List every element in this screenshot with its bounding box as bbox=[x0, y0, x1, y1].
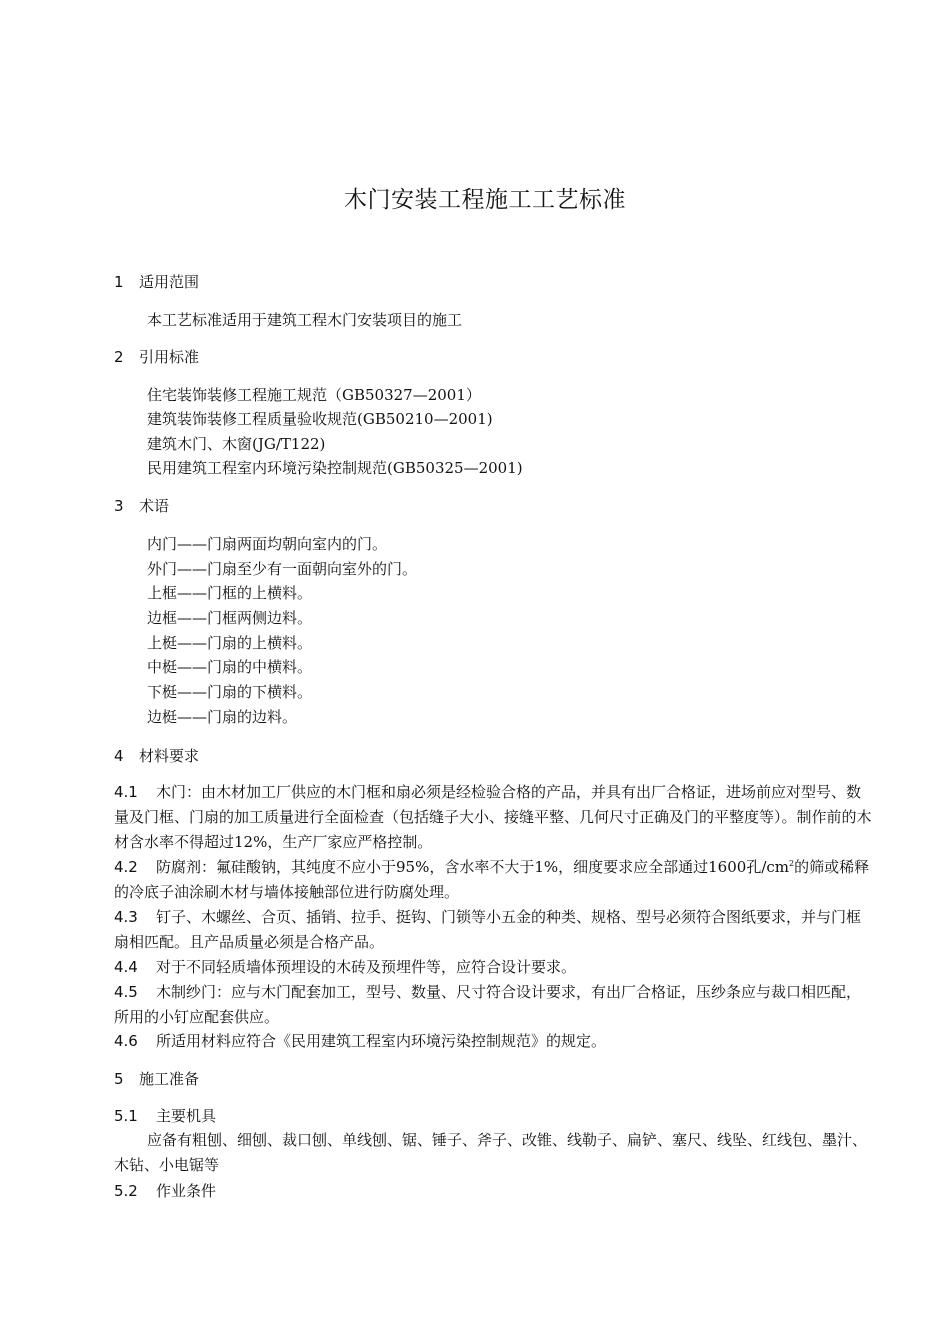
section-number: 3 bbox=[114, 497, 124, 515]
subsection-title: 作业条件 bbox=[156, 1182, 217, 1200]
clause-text-part-a: 防腐剂：氟硅酸钠，其纯度不应小于95%，含水率不大于1%，细度要求应全部通过1600孔/cm bbox=[156, 858, 789, 876]
section-4-heading bbox=[114, 745, 199, 767]
section-title: 材料要求 bbox=[139, 747, 200, 765]
reference-item: 住宅装饰装修工程施工规范（GB50327—2001） bbox=[147, 386, 481, 404]
clause-text: 木制纱门：应与木门配套加工，型号、数量、尺寸符合设计要求，有出厂合格证，压纱条应与裁口相匹配，所用的小钉应配套供应。 bbox=[114, 983, 862, 1026]
reference-item: 建筑装饰装修工程质量验收规范(GB50210—2001) bbox=[147, 410, 493, 428]
subsection-5-1-heading bbox=[114, 1105, 216, 1127]
clause-4-1 bbox=[114, 780, 874, 855]
superscript: 2 bbox=[789, 859, 795, 868]
section-3-heading bbox=[114, 495, 169, 517]
section-title: 引用标准 bbox=[139, 348, 200, 366]
reference-item: 建筑木门、木窗(JG/T122) bbox=[147, 435, 326, 453]
section-number: 5 bbox=[114, 1070, 124, 1088]
clause-text: 对于不同轻质墙体预埋设的木砖及预埋件等，应符合设计要求。 bbox=[156, 958, 577, 976]
clause-4-2 bbox=[114, 855, 874, 905]
clause-4-3 bbox=[114, 905, 874, 955]
clause-4-6 bbox=[114, 1029, 874, 1054]
section-number: 1 bbox=[114, 273, 124, 291]
clause-text: 钉子、木螺丝、合页、插销、拉手、挺钩、门锁等小五金的种类、规格、型号必须符合图纸要求，并与门框扇相匹配。且产品质量必须是合格产品。 bbox=[114, 908, 862, 951]
clause-text: 木门：由木材加工厂供应的木门框和扇必须是经检验合格的产品，并具有出厂合格证，进场前应对型号、数量及门框、门扇的加工质量进行全面检查（包括缝子大小、接缝平整、几何尺寸正确及门的平整度等）。制作前的木材含水率不得超过12%，生产厂家应严格控制。 bbox=[114, 783, 872, 851]
section-5-heading bbox=[114, 1068, 199, 1090]
term-item: 中梃——门扇的中横料。 bbox=[147, 658, 313, 676]
section-title: 施工准备 bbox=[139, 1070, 200, 1088]
section-title: 适用范围 bbox=[139, 273, 200, 291]
clause-4-5 bbox=[114, 980, 874, 1030]
term-item: 边梃——门扇的边料。 bbox=[147, 708, 298, 726]
term-item: 上框——门框的上横料。 bbox=[147, 584, 313, 602]
section-1-heading bbox=[114, 271, 199, 293]
clause-text: 所适用材料应符合《民用建筑工程室内环境污染控制规范》的规定。 bbox=[156, 1032, 607, 1050]
subsection-number: 5.2 bbox=[114, 1182, 138, 1200]
section-2-heading bbox=[114, 346, 199, 368]
document-title: 木门安装工程施工工艺标准 bbox=[344, 187, 626, 213]
clause-number: 4.5 bbox=[114, 983, 138, 1001]
term-item: 边框——门框两侧边料。 bbox=[147, 609, 313, 627]
subsection-5-2-heading bbox=[114, 1180, 216, 1202]
subsection-title: 主要机具 bbox=[156, 1107, 217, 1125]
term-item: 上梃——门扇的上横料。 bbox=[147, 634, 313, 652]
clause-4-4 bbox=[114, 955, 874, 980]
term-item: 外门——门扇至少有一面朝向室外的门。 bbox=[147, 560, 418, 578]
subsection-number: 5.1 bbox=[114, 1107, 138, 1125]
term-item: 下梃——门扇的下横料。 bbox=[147, 683, 313, 701]
clause-number: 4.2 bbox=[114, 858, 138, 876]
term-item: 内门——门扇两面均朝向室内的门。 bbox=[147, 535, 388, 553]
clause-number: 4.6 bbox=[114, 1032, 138, 1050]
section-title: 术语 bbox=[139, 497, 170, 515]
section-number: 2 bbox=[114, 348, 124, 366]
clause-text-part-b: 的筛或稀释的冷底子油涂刷木材与墙体接触部位进行防腐处理。 bbox=[114, 858, 870, 901]
clause-number: 4.1 bbox=[114, 783, 138, 801]
subsection-5-1-body: 应备有粗刨、细刨、裁口刨、单线刨、锯、锤子、斧子、改锥、线勒子、扁铲、塞尺、线坠、红线包、墨汁、木钻、小电锯等 bbox=[114, 1131, 868, 1174]
section-1-body: 本工艺标准适用于建筑工程木门安装项目的施工 bbox=[147, 311, 463, 329]
clause-number: 4.3 bbox=[114, 908, 138, 926]
reference-item: 民用建筑工程室内环境污染控制规范(GB50325—2001) bbox=[147, 459, 523, 477]
clause-number: 4.4 bbox=[114, 958, 138, 976]
section-number: 4 bbox=[114, 747, 124, 765]
